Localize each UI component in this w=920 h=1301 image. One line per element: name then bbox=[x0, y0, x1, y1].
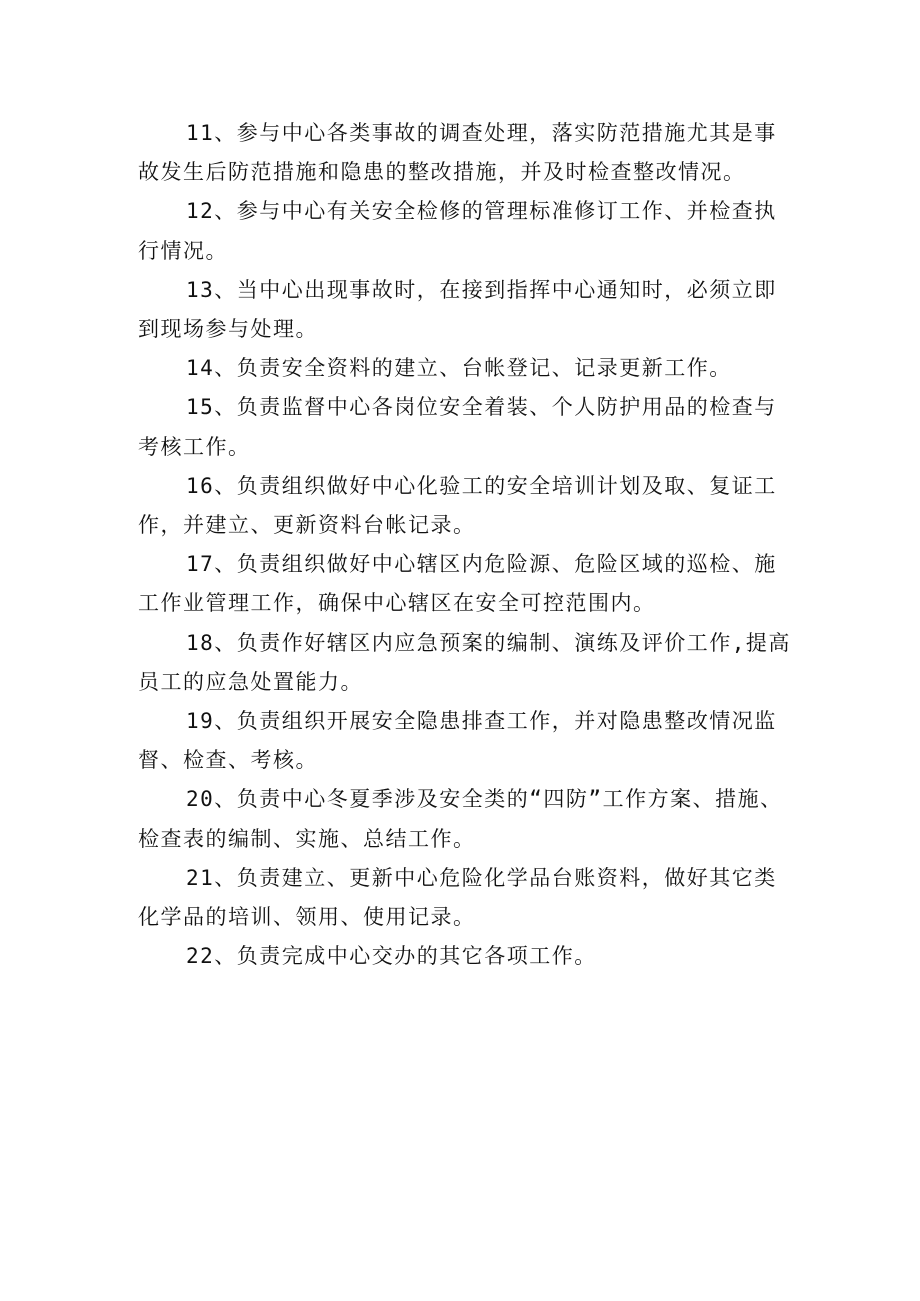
duty-item-text-line: 考核工作。 bbox=[138, 434, 251, 459]
duty-item-text-line: 13、当中心出现事故时，在接到指挥中心通知时，必须立即 bbox=[186, 277, 777, 302]
duty-item-12 bbox=[138, 192, 798, 270]
duty-item-21 bbox=[138, 859, 798, 937]
duty-item-text-line: 22、负责完成中心交办的其它各项工作。 bbox=[186, 944, 597, 969]
duty-item-text-line: 员工的应急处置能力。 bbox=[138, 669, 363, 694]
duty-item-11 bbox=[138, 114, 798, 192]
duty-item-16 bbox=[138, 467, 798, 545]
duty-item-text-line: 故发生后防范措施和隐患的整改措施，并及时检查整改情况。 bbox=[138, 160, 746, 185]
duty-item-text-line: 行情况。 bbox=[138, 238, 228, 263]
duty-item-text-line: 16、负责组织做好中心化验工的安全培训计划及取、复证工 bbox=[186, 473, 777, 498]
duty-item-text-line: 到现场参与处理。 bbox=[138, 317, 318, 342]
duty-item-text-line: 21、负责建立、更新中心危险化学品台账资料，做好其它类 bbox=[186, 865, 777, 890]
duty-item-text-line: 检查表的编制、实施、总结工作。 bbox=[138, 826, 476, 851]
duty-item-14 bbox=[138, 349, 798, 388]
duty-item-22 bbox=[138, 937, 798, 976]
duty-item-17 bbox=[138, 545, 798, 623]
duty-item-18 bbox=[138, 624, 798, 702]
duty-item-13 bbox=[138, 271, 798, 349]
duty-item-text-line: 15、负责监督中心各岗位安全着装、个人防护用品的检查与 bbox=[186, 395, 777, 420]
document-body bbox=[138, 114, 798, 976]
duty-item-20 bbox=[138, 780, 798, 858]
duty-item-text-line: 20、负责中心冬夏季涉及安全类的“四防”工作方案、措施、 bbox=[186, 787, 783, 812]
duty-item-text-line: 化学品的培训、领用、使用记录。 bbox=[138, 905, 476, 930]
duty-item-text-line: 督、检查、考核。 bbox=[138, 748, 318, 773]
duty-item-text-line: 18、负责作好辖区内应急预案的编制、演练及评价工作,提高 bbox=[186, 630, 791, 655]
duty-item-text-line: 17、负责组织做好中心辖区内危险源、危险区域的巡检、施 bbox=[186, 552, 777, 577]
duty-item-19 bbox=[138, 702, 798, 780]
duty-item-text-line: 12、参与中心有关安全检修的管理标准修订工作、并检查执 bbox=[186, 199, 777, 224]
duty-item-text-line: 14、负责安全资料的建立、台帐登记、记录更新工作。 bbox=[186, 356, 732, 381]
duty-item-text-line: 11、参与中心各类事故的调查处理，落实防范措施尤其是事 bbox=[186, 121, 777, 145]
duty-item-text-line: 工作业管理工作，确保中心辖区在安全可控范围内。 bbox=[138, 591, 656, 616]
duty-item-text-line: 19、负责组织开展安全隐患排查工作，并对隐患整改情况监 bbox=[186, 709, 777, 734]
duty-item-15 bbox=[138, 388, 798, 466]
duty-item-text-line: 作，并建立、更新资料台帐记录。 bbox=[138, 513, 476, 538]
